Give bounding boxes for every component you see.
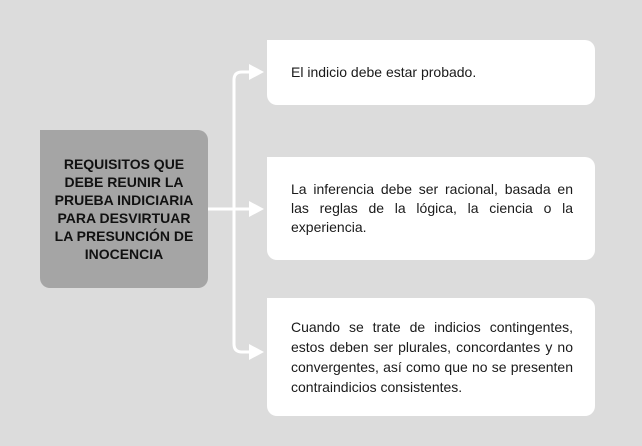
main-box-label: REQUISITOS QUE DEBE REUNIR LA PRUEBA INDICIARIA PARA DESVIRTUAR LA PRESUNCIÓN DE INOCENCIA [54,156,194,262]
arrowhead-2 [249,201,264,217]
connector-spine [234,72,250,352]
requirement-box-3 [267,298,595,416]
requirement-box-1 [267,40,595,105]
requirement-text-3: Cuando se trate de indicios contingentes, estos deben ser plurales, concordantes y no convergentes, así como que no se presenten contraindicios consistentes. [291,319,573,395]
arrowhead-3 [249,344,264,360]
main-requirements-box [40,130,208,288]
requirement-text-2: La inferencia debe ser racional, basada en las reglas de la lógica, la ciencia o la experiencia. [291,181,573,235]
requirement-box-2 [267,157,595,260]
requirement-text-1: El indicio debe estar probado. [291,64,477,80]
arrowhead-1 [249,64,264,80]
